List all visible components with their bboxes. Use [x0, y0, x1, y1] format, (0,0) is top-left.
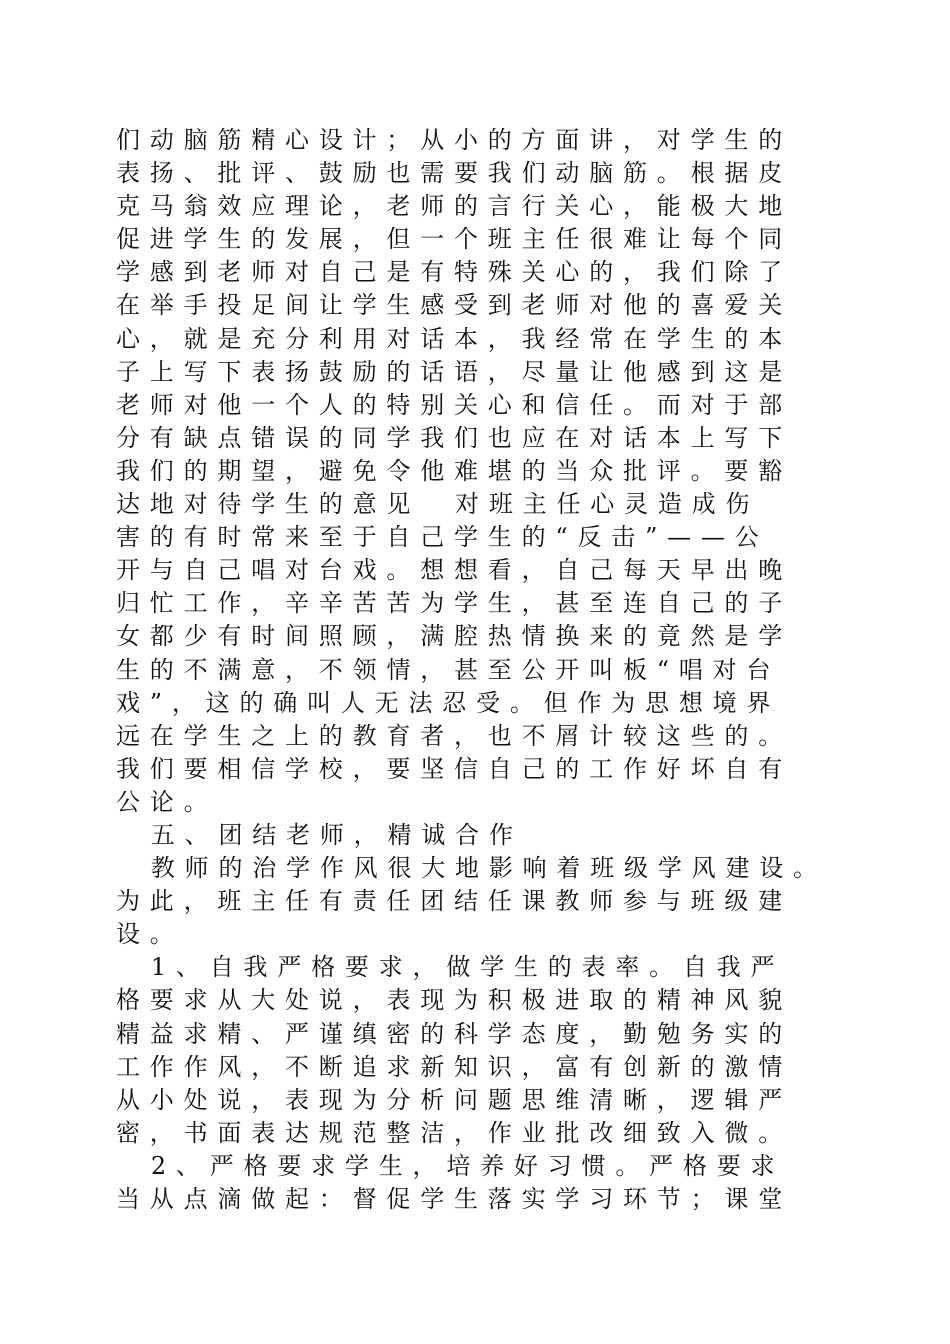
text-line: 在举手投足间让学生感受到老师对他的喜爱关 — [116, 291, 792, 320]
text-line: 为此，班主任有责任团结任课教师参与班级建 — [116, 887, 792, 916]
text-line: 子上写下表扬鼓励的话语，尽量让他感到这是 — [116, 357, 792, 386]
text-line: 从小处说，表现为分析问题思维清晰，逻辑严 — [116, 1085, 792, 1114]
text-line: 生的不满意，不领情，甚至公开叫板“唱对台 — [116, 655, 781, 684]
text-line: 们动脑筋精心设计；从小的方面讲，对学生的 — [116, 126, 792, 154]
text-line: 达地对待学生的意见 对班主任心灵造成伤 — [116, 490, 760, 519]
text-line: 害的有时常来至于自己学生的“反击”——公 — [116, 523, 769, 552]
text-line: 精益求精、严谨缜密的科学态度，勤勉务实的 — [116, 1019, 792, 1048]
text-line: 当从点滴做起：督促学生落实学习环节；课堂 — [116, 1185, 792, 1213]
text-line: 女都少有时间照顾，满腔热情换来的竟然是学 — [116, 622, 792, 651]
text-line: 克马翁效应理论，老师的言行关心，能极大地 — [116, 192, 792, 221]
text-line: 表扬、批评、鼓励也需要我们动脑筋。根据皮 — [116, 159, 792, 188]
text-line: 设。 — [116, 920, 184, 949]
text-line: 2、严格要求学生，培养好习惯。严格要求 — [116, 1151, 785, 1180]
text-line: 学感到老师对自己是有特殊关心的，我们除了 — [116, 258, 792, 287]
text-line: 格要求从大处说，表现为积极进取的精神风貌 — [116, 986, 792, 1015]
text-line: 我们的期望，避免令他难堪的当众批评。要豁 — [116, 456, 792, 485]
text-line: 1、自我严格要求，做学生的表率。自我严 — [116, 953, 785, 982]
section-heading: 五、团结老师，精诚合作 — [116, 820, 523, 849]
text-line: 我们要相信学校，要坚信自己的工作好坏自有 — [116, 754, 792, 783]
text-line: 公论。 — [116, 787, 218, 816]
text-line: 老师对他一个人的特别关心和信任。而对于部 — [116, 390, 792, 419]
text-line: 教师的治学作风很大地影响着班级学风建设。 — [116, 854, 827, 883]
text-line: 工作作风，不断追求新知识，富有创新的激情 — [116, 1052, 792, 1081]
body-text — [116, 124, 876, 1216]
text-line: 戏”，这的确叫人无法忍受。但作为思想境界 — [116, 688, 781, 717]
text-line: 归忙工作，辛辛苦苦为学生，甚至连自己的子 — [116, 589, 792, 618]
text-line: 心，就是充分利用对话本，我经常在学生的本 — [116, 324, 792, 353]
text-line: 远在学生之上的教育者，也不屑计较这些的。 — [116, 721, 792, 750]
text-line: 密，书面表达规范整洁，作业批改细致入微。 — [116, 1118, 792, 1147]
text-line: 开与自己唱对台戏。想想看，自己每天早出晚 — [116, 556, 792, 585]
text-line: 分有缺点错误的同学我们也应在对话本上写下 — [116, 423, 792, 452]
text-line: 促进学生的发展，但一个班主任很难让每个同 — [116, 225, 792, 254]
